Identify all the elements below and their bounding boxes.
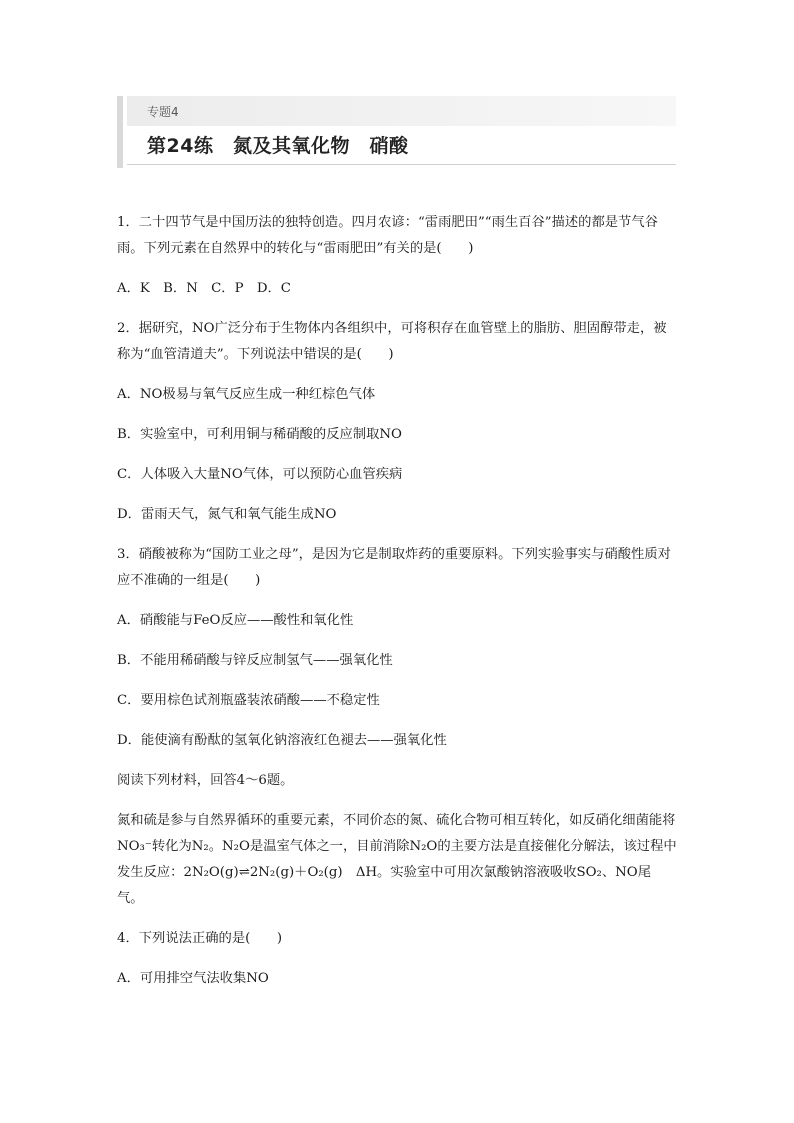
question-3-option-b: B．不能用稀硝酸与锌反应制氢气——强氧化性	[117, 653, 393, 668]
question-2-stem: 2．据研究，NO广泛分布于生物体内各组织中，可将积存在血管壁上的脂肪、胆固醇带走，被称为“血管清道夫”。下列说法中错误的是( )	[117, 321, 667, 362]
question-3-stem: 3．硝酸被称为“国防工业之母”，是因为它是制取炸药的重要原料。下列实验事实与硝酸性质对应不准确的一组是( )	[117, 547, 671, 588]
topic-label: 专题4	[147, 105, 179, 119]
chapter-header	[117, 96, 676, 168]
question-1-stem: 1．二十四节气是中国历法的独特创造。四月农谚：“雷雨肥田”“雨生百谷”描述的都是节气谷雨。下列元素在自然界中的转化与“雷雨肥田”有关的是( )	[117, 215, 658, 256]
material-text: 氮和硫是参与自然界循环的重要元素，不同价态的氮、硫化合物可相互转化，如反硝化细菌能将NO₃⁻转化为N₂。N₂O是温室气体之一，目前消除N₂O的主要方法是直接催化分解法，该过程中发生反应：2N₂O(g)⇌2N₂(g)＋O₂(g) ΔH。实验室中可用次氯酸钠溶液吸收SO₂、NO尾气。	[117, 813, 677, 906]
question-content	[117, 210, 677, 992]
header-accent-bar	[117, 96, 123, 168]
question-2-option-d: D．雷雨天气，氮气和氧气能生成NO	[117, 507, 337, 522]
page-title: 第24练 氮及其氧化物 硝酸	[147, 135, 409, 157]
question-3-option-a: A．硝酸能与FeO反应——酸性和氧化性	[117, 613, 354, 628]
question-2-option-a: A．NO极易与氧气反应生成一种红棕色气体	[117, 387, 376, 402]
question-3-option-d: D．能使滴有酚酞的氢氧化钠溶液红色褪去——强氧化性	[117, 733, 447, 748]
question-4-stem: 4．下列说法正确的是( )	[117, 931, 283, 946]
question-1-options: A．K B．N C．P D．C	[117, 281, 291, 296]
question-2-option-b: B．实验室中，可利用铜与稀硝酸的反应制取NO	[117, 427, 402, 442]
question-3-option-c: C．要用棕色试剂瓶盛装浓硝酸——不稳定性	[117, 693, 380, 708]
material-intro: 阅读下列材料，回答4～6题。	[117, 773, 294, 788]
question-4-option-a: A．可用排空气法收集NO	[117, 971, 269, 986]
question-2-option-c: C．人体吸入大量NO气体，可以预防心血管疾病	[117, 467, 403, 482]
